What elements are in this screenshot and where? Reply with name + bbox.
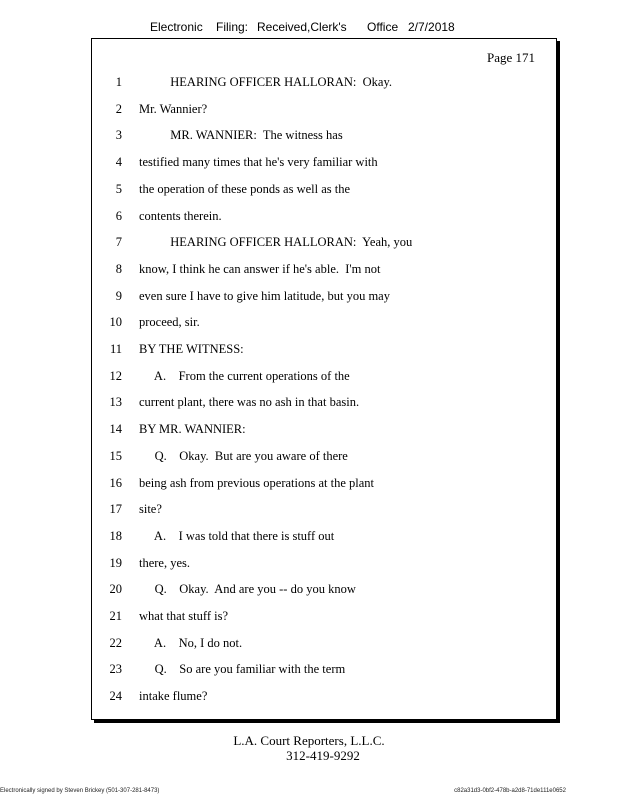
line-text: HEARING OFFICER HALLORAN: Yeah, you [139,235,413,250]
header-word-office: Office [367,20,399,34]
line-text: Mr. Wannier? [139,101,208,116]
transcript-line [92,500,556,518]
line-text: A. No, I do not. [139,635,243,650]
line-number: 5 [115,181,122,196]
header-word-filing: Filing: [216,20,249,34]
line-number: 22 [109,635,122,650]
line-number: 2 [115,101,122,116]
transcript-line [92,527,556,545]
transcript-line [92,634,556,652]
line-text: the operation of these ponds as well as the [139,181,351,196]
line-number: 7 [115,235,122,250]
line-number: 23 [109,662,122,677]
line-number: 19 [109,555,122,570]
line-text: know, I think he can answer if he's able. I'm not [139,261,381,276]
transcript-line [92,580,556,598]
line-number: 6 [115,208,122,223]
footer-phone: 312-419-9292 [286,748,360,763]
line-number: 11 [109,342,122,356]
line-text: there, yes. [139,555,191,570]
line-text: A. From the current operations of the [139,368,350,383]
line-number: 8 [115,261,122,276]
line-number: 3 [115,128,122,143]
transcript-line [92,73,556,91]
transcript-page [91,38,557,720]
line-number: 9 [115,288,122,303]
line-text: contents therein. [139,208,222,223]
header-date: 2/7/2018 [408,20,455,34]
footer-company: L.A. Court Reporters, L.L.C. [233,733,385,748]
transcript-line [92,126,556,144]
line-text: proceed, sir. [139,315,200,330]
header-word-received: Received,Clerk's [257,20,347,34]
transcript-line [92,420,556,438]
transcript-line [92,607,556,625]
line-number: 15 [109,448,122,463]
line-number: 16 [109,475,122,490]
line-text: MR. WANNIER: The witness has [139,128,343,143]
line-number: 12 [109,368,122,383]
page-number: Page 171 [486,50,535,65]
line-number: 21 [109,609,122,623]
line-text: A. I was told that there is stuff out [139,528,335,543]
transcript-line [92,474,556,492]
line-number: 14 [109,422,122,437]
transcript-line [92,207,556,225]
transcript-line [92,367,556,385]
line-text: what that stuff is? [139,609,228,623]
transcript-line [92,687,556,705]
transcript-line [92,287,556,305]
transcript-line [92,180,556,198]
line-number: 13 [109,395,122,410]
transcript-line [92,233,556,251]
line-text: being ash from previous operations at the plant [139,475,375,490]
line-text: Q. Okay. And are you -- do you know [139,582,356,597]
transcript-line [92,100,556,118]
transcript-line [92,313,556,331]
transcript-line [92,554,556,572]
electronic-signature: Electronically signed by Steven Brickey (501-307-281-8473) [0,788,160,794]
transcript-line [92,340,556,358]
line-text: HEARING OFFICER HALLORAN: Okay. [139,75,393,89]
line-text: current plant, there was no ash in that basin. [139,395,360,410]
line-text: Q. Okay. But are you aware of there [139,448,348,463]
header-word-electronic: Electronic [150,20,203,34]
line-text: site? [139,502,162,517]
line-number: 17 [109,502,122,517]
transcript-line [92,260,556,278]
document-hash: c82a31d3-0bf2-478b-a2d8-71de111e0652 [454,788,566,794]
line-number: 18 [109,528,122,543]
line-text: BY THE WITNESS: [139,342,244,356]
line-number: 24 [109,689,122,704]
transcript-line [92,153,556,171]
line-text: even sure I have to give him latitude, but you may [139,288,390,303]
filing-stamp-header [0,20,618,36]
line-text: BY MR. WANNIER: [139,422,246,437]
line-number: 20 [109,582,122,597]
line-number: 10 [109,315,122,330]
line-text: Q. So are you familiar with the term [139,662,346,677]
line-text: intake flume? [139,689,208,704]
transcript-line [92,660,556,678]
transcript-line [92,447,556,465]
line-text: testified many times that he's very familiar with [139,155,378,170]
transcript-line [92,393,556,411]
line-number: 4 [115,155,122,170]
line-number: 1 [115,75,122,89]
